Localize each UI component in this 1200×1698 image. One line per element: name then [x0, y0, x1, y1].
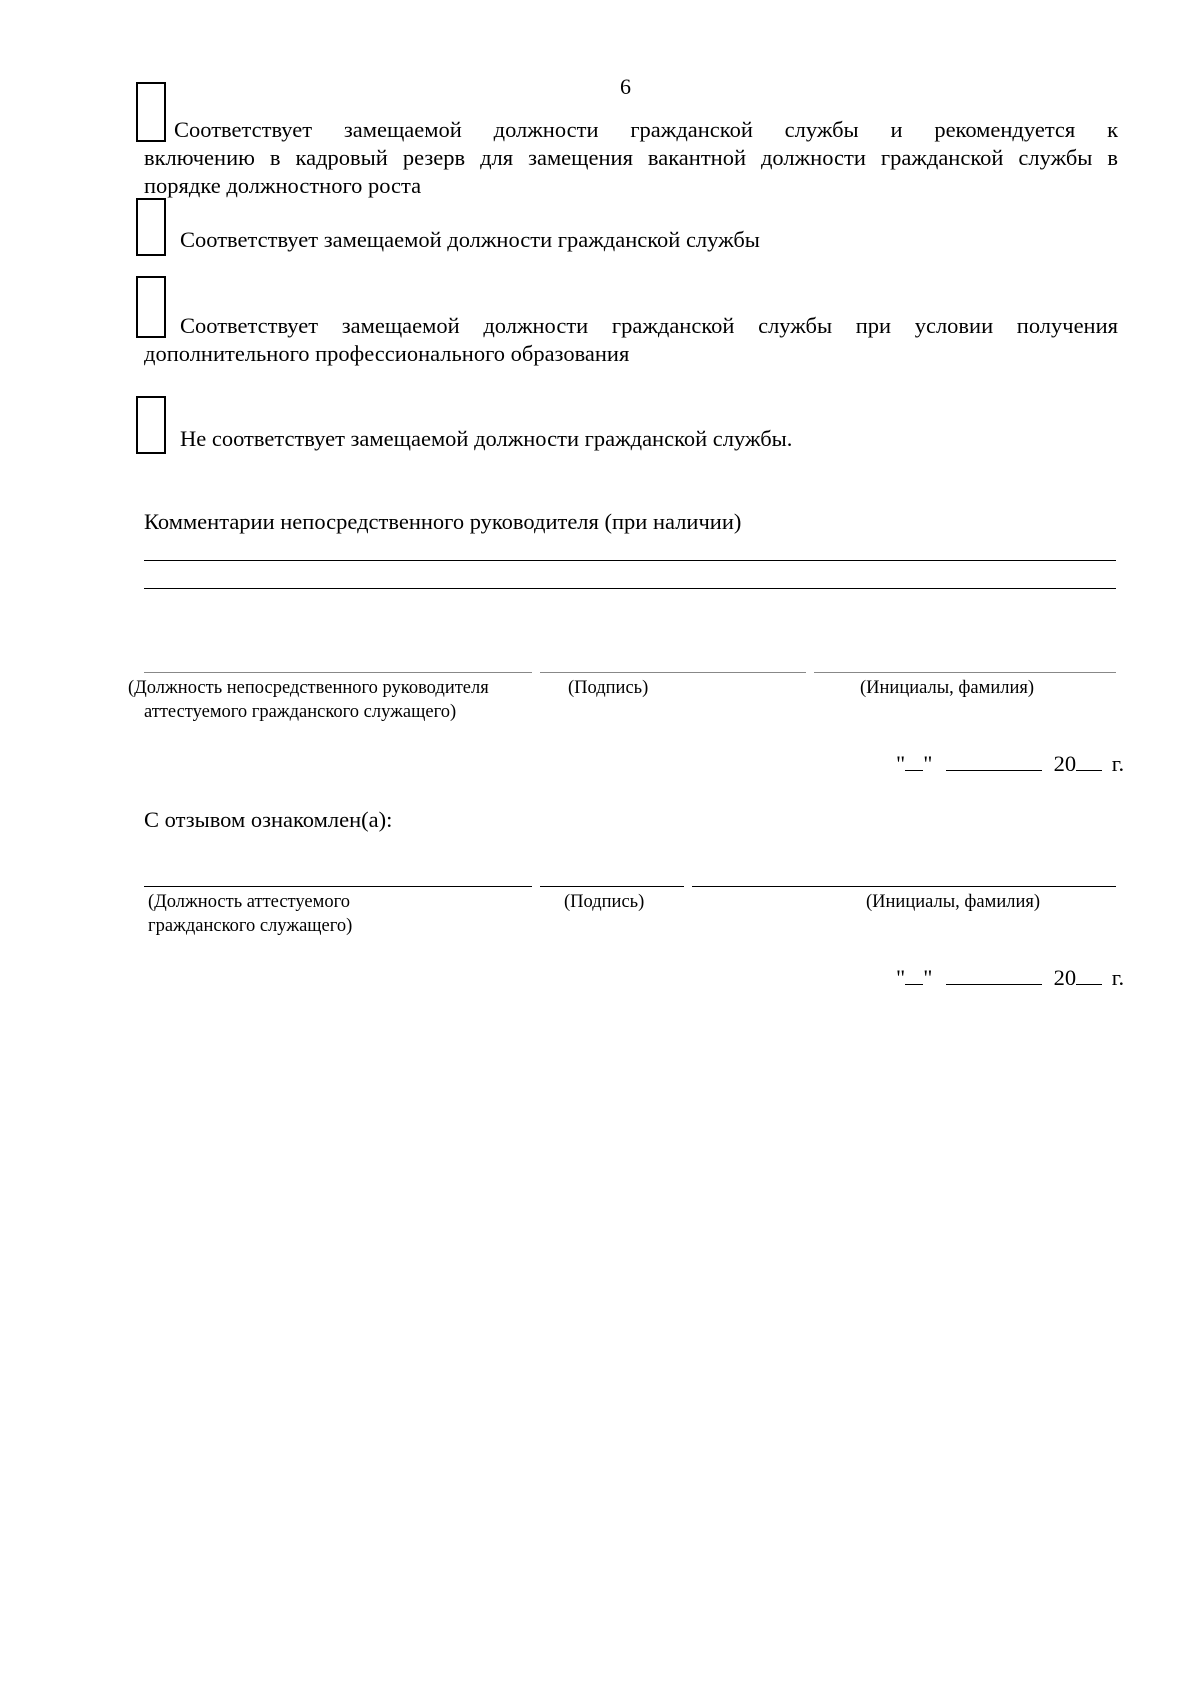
date-1-year-prefix: 20	[1053, 751, 1077, 776]
employee-name-line[interactable]	[692, 886, 1116, 887]
date-2-month-blank[interactable]	[946, 966, 1042, 985]
employee-signature-line[interactable]	[540, 886, 684, 887]
page-number: 6	[620, 74, 631, 99]
date-1-close-quote: "	[923, 751, 933, 776]
date-1-year-suffix: г.	[1111, 751, 1125, 776]
option-2-checkbox[interactable]	[136, 198, 166, 256]
option-4-line-1: Не соответствует замещаемой должности гражданской службы.	[180, 426, 793, 451]
supervisor-position-caption-2: аттестуемого гражданского служащего)	[144, 702, 457, 722]
date-line-2	[896, 964, 1124, 992]
acknowledged-label: С отзывом ознакомлен(а):	[144, 807, 393, 832]
date-1-month-blank[interactable]	[946, 752, 1042, 771]
date-line-1	[896, 750, 1124, 778]
option-4-checkbox[interactable]	[136, 396, 166, 454]
supervisor-signature-caption: (Подпись)	[568, 678, 649, 698]
date-2-close-quote: "	[923, 965, 933, 990]
comment-line-1[interactable]	[144, 560, 1116, 561]
option-3-checkbox[interactable]	[136, 276, 166, 338]
option-1-checkbox[interactable]	[136, 82, 166, 142]
comments-label: Комментарии непосредственного руководителя (при наличии)	[144, 509, 742, 534]
employee-signature-caption: (Подпись)	[564, 892, 645, 912]
supervisor-name-caption: (Инициалы, фамилия)	[860, 678, 1035, 698]
date-2-year-prefix: 20	[1053, 965, 1077, 990]
supervisor-position-caption-1: (Должность непосредственного руководителя	[128, 678, 489, 698]
option-1-line-2: включению в кадровый резерв для замещения вакантной должности гражданской службы в	[144, 145, 1118, 170]
date-2-open-quote: "	[896, 965, 906, 990]
supervisor-position-line[interactable]	[144, 672, 532, 673]
date-1-day-blank[interactable]	[905, 752, 923, 771]
date-2-year-suffix: г.	[1111, 965, 1125, 990]
date-1-year-blank[interactable]	[1076, 752, 1102, 771]
employee-position-caption-1: (Должность аттестуемого	[148, 892, 350, 912]
employee-name-caption: (Инициалы, фамилия)	[866, 892, 1041, 912]
employee-position-caption-2: гражданского служащего)	[148, 916, 353, 936]
option-1-line-3: порядке должностного роста	[144, 173, 422, 198]
option-2-line-1: Соответствует замещаемой должности гражданской службы	[180, 227, 760, 252]
supervisor-name-line[interactable]	[814, 672, 1116, 673]
supervisor-signature-line[interactable]	[540, 672, 806, 673]
option-3-line-2: дополнительного профессионального образования	[144, 341, 630, 366]
date-2-year-blank[interactable]	[1076, 966, 1102, 985]
option-1-line-1: Соответствует замещаемой должности гражданской службы и рекомендуется к	[174, 117, 1118, 142]
employee-position-line[interactable]	[144, 886, 532, 887]
date-1-open-quote: "	[896, 751, 906, 776]
option-3-line-1: Соответствует замещаемой должности гражданской службы при условии получения	[180, 313, 1118, 338]
date-2-day-blank[interactable]	[905, 966, 923, 985]
comment-line-2[interactable]	[144, 588, 1116, 589]
